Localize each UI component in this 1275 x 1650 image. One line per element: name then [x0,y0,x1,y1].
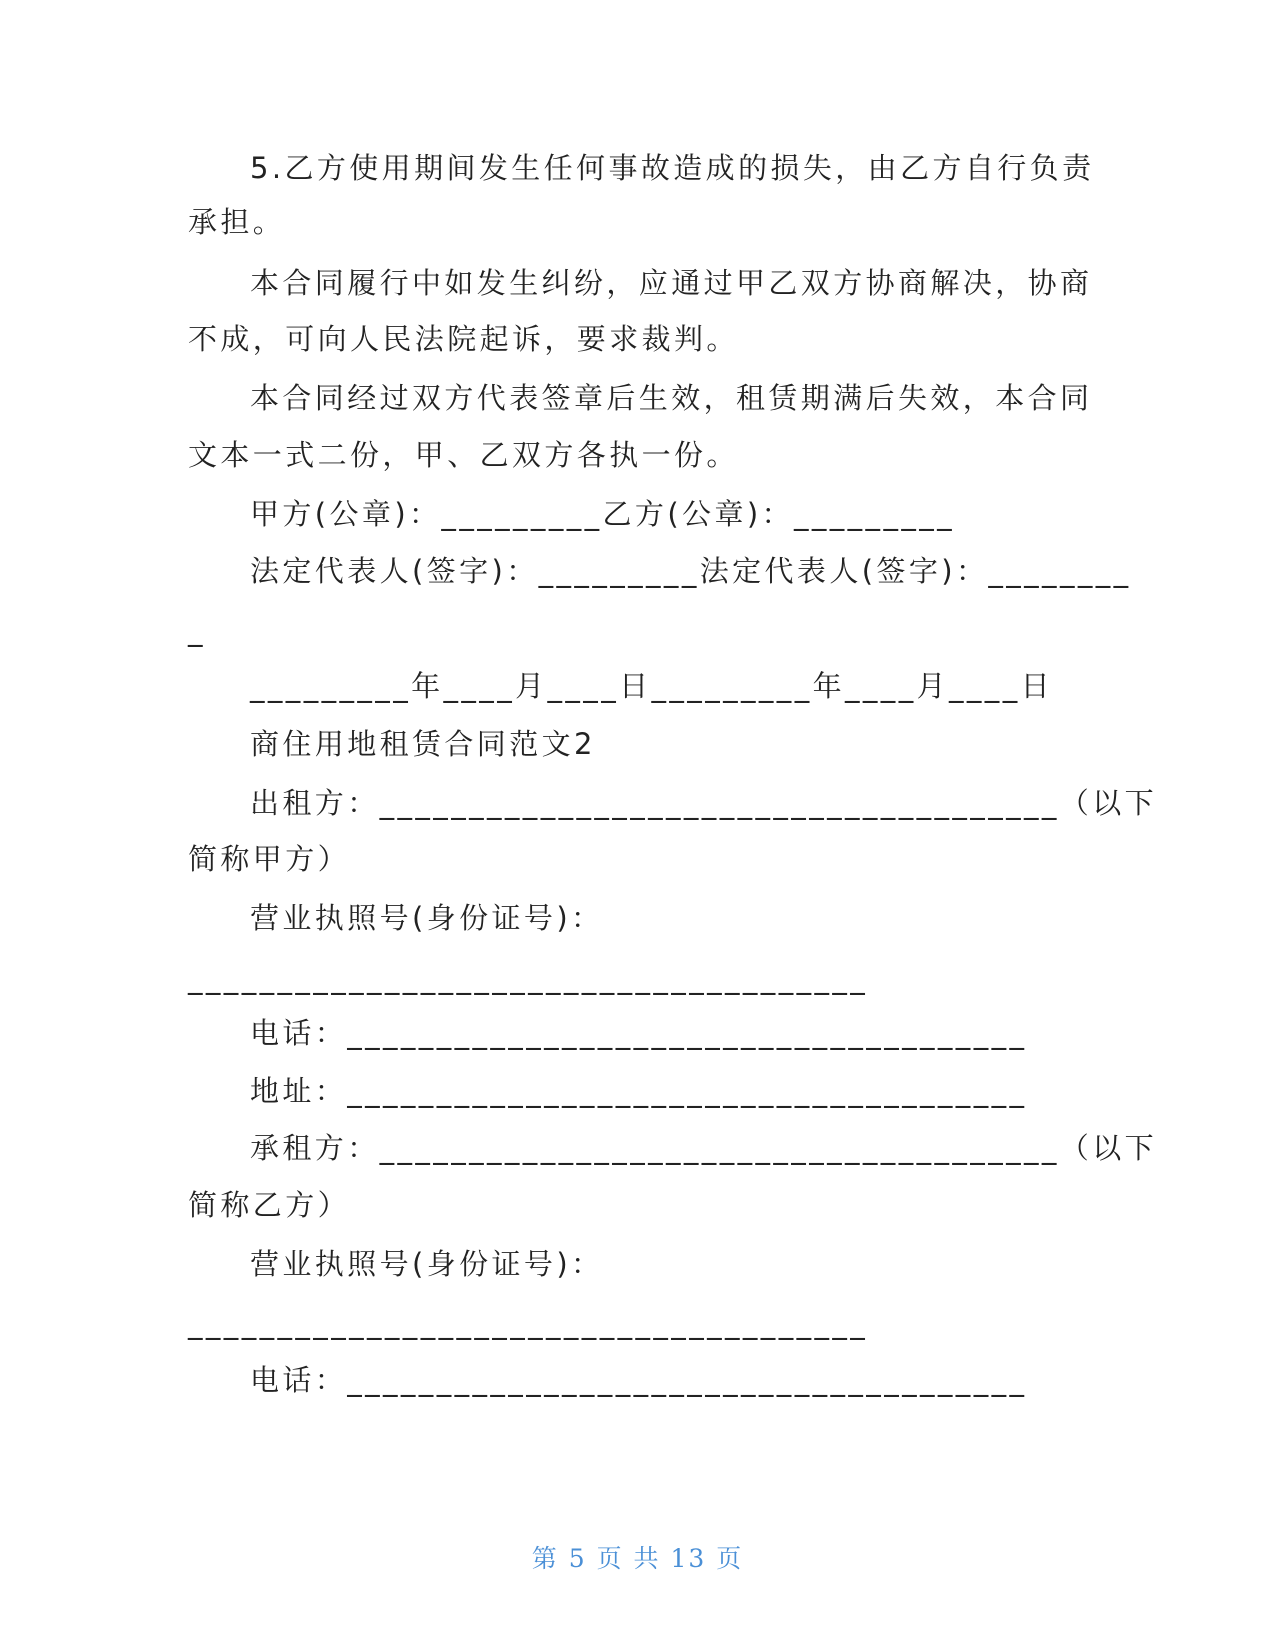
dispute-clause-line-2: 不成，可向人民法院起诉，要求裁判。 [188,322,739,356]
lessor-address-line: 地址：______________________________________ [250,1074,1028,1108]
clause-5-line-1: 5.乙方使用期间发生任何事故造成的损失，由乙方自行负责 [250,151,1095,185]
seal-line: 甲方(公章)：_________乙方(公章)：_________ [250,497,956,531]
lessor-license-label: 营业执照号(身份证号)： [250,901,604,935]
lessor-license-blank: ______________________________________ [188,961,869,995]
lessee-phone-line: 电话：______________________________________ [250,1363,1028,1397]
page-number-footer: 第 5 页 共 13 页 [531,1544,744,1573]
legal-rep-signature-line: 法定代表人(签字)：_________法定代表人(签字)：________ [250,554,1132,588]
legal-rep-signature-overflow: _ [188,613,206,647]
lessee-license-blank: ______________________________________ [188,1306,869,1340]
effect-clause-line-2: 文本一式二份，甲、乙双方各执一份。 [188,438,739,472]
effect-clause-line-1: 本合同经过双方代表签章后生效，租赁期满后失效，本合同 [250,381,1093,415]
section-title: 商住用地租赁合同范文2 [250,727,596,761]
lessee-line: 承租方：______________________________________（以下 [250,1131,1158,1165]
lessee-abbreviation: 简称乙方） [188,1188,351,1222]
dispute-clause-line-1: 本合同履行中如发生纠纷，应通过甲乙双方协商解决，协商 [250,266,1093,300]
clause-5-line-2: 承担。 [188,205,286,239]
date-line: _________年____月____日_________年____月____日 [250,669,1053,703]
lessor-line: 出租方：______________________________________（以下 [250,786,1158,820]
lessor-abbreviation: 简称甲方） [188,842,351,876]
lessee-license-label: 营业执照号(身份证号)： [250,1247,604,1281]
lessor-phone-line: 电话：______________________________________ [250,1016,1028,1050]
